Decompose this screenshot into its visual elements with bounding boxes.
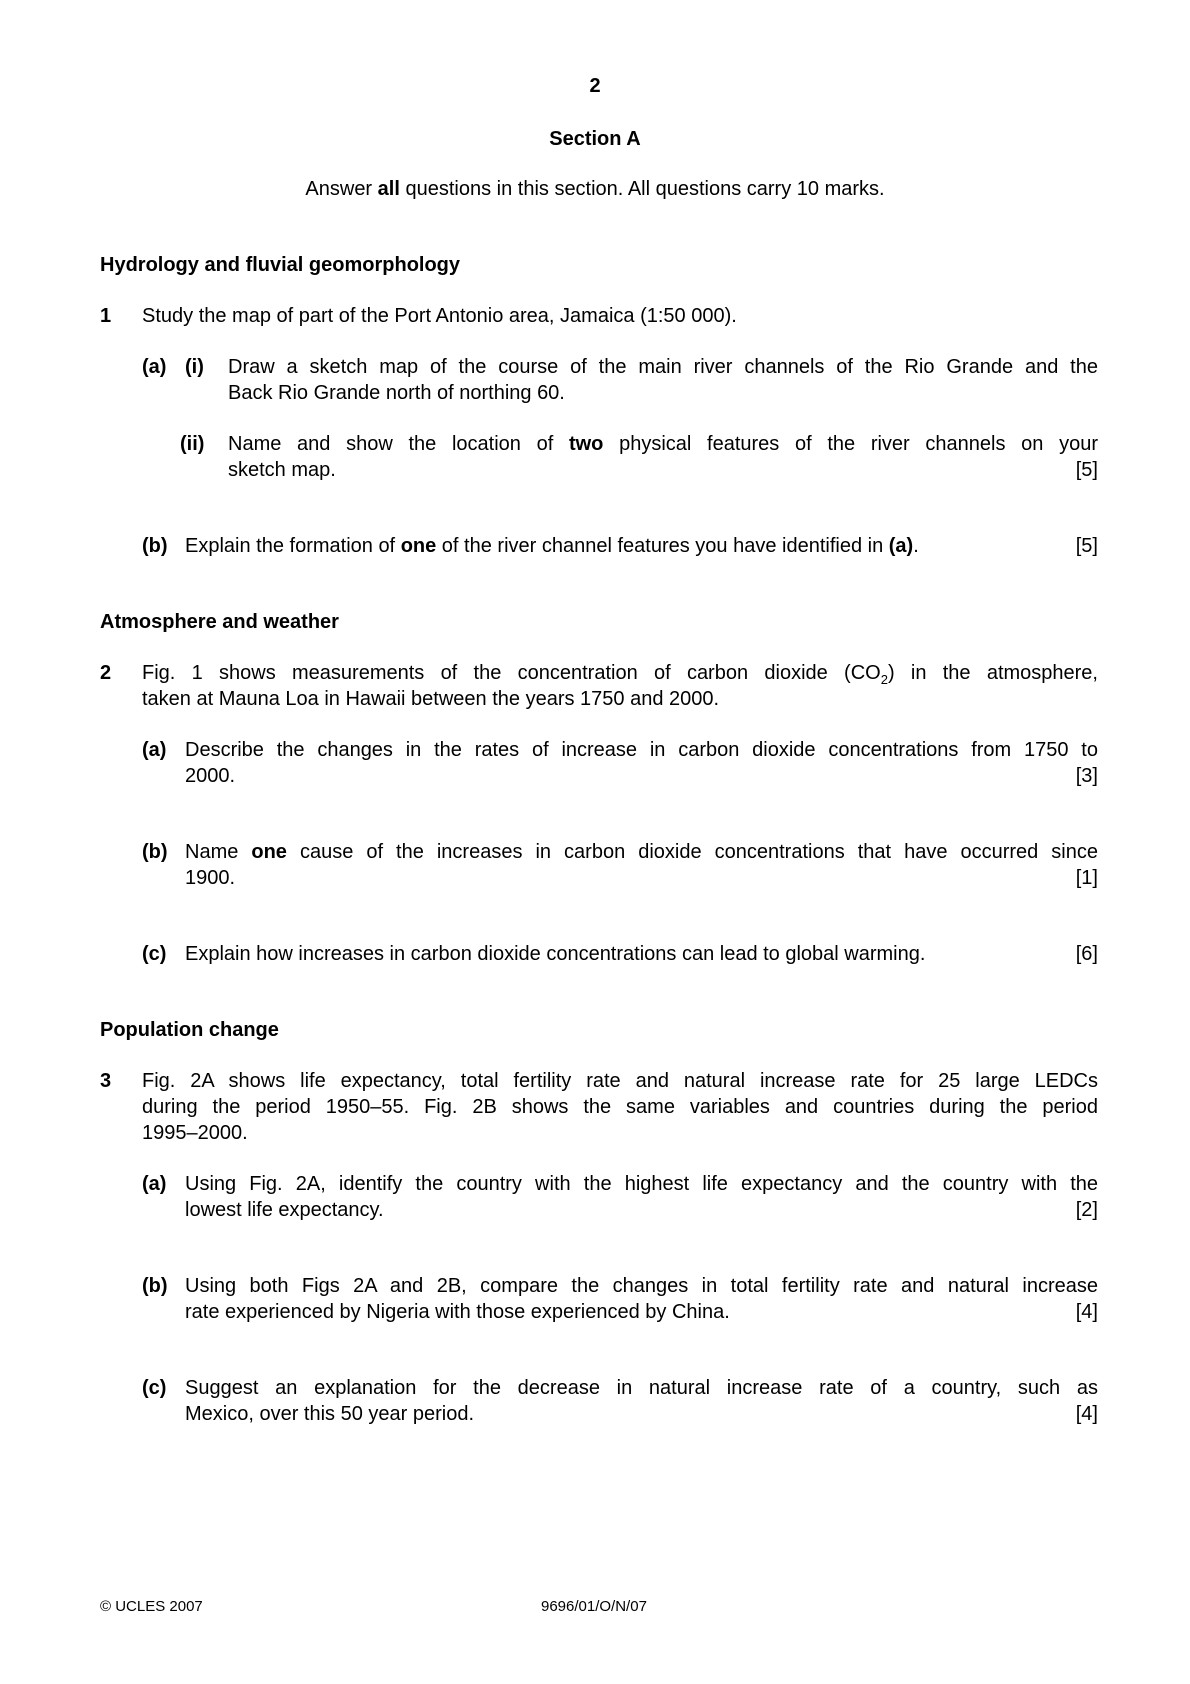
question-2a-line1: Describe the changes in the rates of increase in carbon dioxide concentrations from 1750 to — [185, 739, 1098, 761]
question-3c-mark: [4] — [1075, 1403, 1098, 1425]
question-2-stem-line2: taken at Mauna Loa in Hawaii between the years 1750 and 2000. — [142, 688, 720, 710]
question-2b-mark: [1] — [1075, 867, 1098, 889]
topic-heading-population: Population change — [100, 1019, 279, 1041]
question-1aii-line1 — [228, 431, 1098, 457]
question-2a-line2: 2000. — [185, 765, 236, 787]
question-2a-mark: [3] — [1075, 765, 1098, 787]
question-1aii-label: (ii) — [180, 433, 205, 455]
question-3a-line2: lowest life expectancy. — [185, 1199, 384, 1221]
question-2c-text: Explain how increases in carbon dioxide concentrations can lead to global warming. — [185, 943, 926, 965]
question-3-number: 3 — [100, 1070, 112, 1092]
question-3b-label: (b) — [142, 1275, 168, 1297]
question-1a-label: (a) — [142, 356, 167, 378]
question-1b-text — [185, 533, 919, 559]
question-3a-label: (a) — [142, 1173, 167, 1195]
question-1b-mid: of the river channel features you have identified in — [436, 535, 889, 557]
question-2c-mark: [6] — [1075, 943, 1098, 965]
question-2-stem-pre: Fig. 1 shows measurements of the concentration of carbon dioxide (CO — [142, 662, 881, 684]
question-3b-mark: [4] — [1075, 1301, 1098, 1323]
question-3b-line2: rate experienced by Nigeria with those experienced by China. — [185, 1301, 730, 1323]
instructions-bold: all — [377, 178, 400, 200]
question-1ai-line2: Back Rio Grande north of northing 60. — [228, 382, 565, 404]
question-3c-label: (c) — [142, 1377, 167, 1399]
question-1b-mark: [5] — [1075, 535, 1098, 557]
question-2-stem-line1 — [142, 660, 1098, 686]
question-2b-label: (b) — [142, 841, 168, 863]
question-3-stem-line2: during the period 1950–55. Fig. 2B shows the same variables and countries during the period — [142, 1096, 1098, 1118]
question-1b-pre: Explain the formation of — [185, 535, 401, 557]
question-3a-mark: [2] — [1075, 1199, 1098, 1221]
question-3a-line1: Using Fig. 2A, identify the country with the highest life expectancy and the country with the — [185, 1173, 1098, 1195]
question-3b-line1: Using both Figs 2A and 2B, compare the changes in total fertility rate and natural increase — [185, 1275, 1098, 1297]
question-1aii-pre: Name and show the location of — [228, 433, 569, 455]
question-2b-post: cause of the increases in carbon dioxide concentrations that have occurred since — [286, 841, 1098, 863]
footer-paper-code: 9696/01/O/N/07 — [541, 1598, 647, 1615]
instructions-pre: Answer — [305, 178, 378, 200]
question-2-stem-subscript: 2 — [880, 672, 888, 687]
question-3c-line1: Suggest an explanation for the decrease in natural increase rate of a country, such as — [185, 1377, 1098, 1399]
section-title: Section A — [549, 128, 641, 150]
question-1aii-bold: two — [568, 433, 604, 455]
question-1aii-post: physical features of the river channels on your — [603, 433, 1098, 455]
question-1b-label: (b) — [142, 535, 168, 557]
question-1b-bold2: (a) — [888, 535, 914, 557]
question-1ai-line1: Draw a sketch map of the course of the main river channels of the Rio Grande and the — [228, 356, 1098, 378]
question-2-number: 2 — [100, 662, 112, 684]
question-2b-pre: Name — [185, 841, 252, 863]
question-1b-post: . — [913, 535, 919, 557]
question-1-number: 1 — [100, 305, 112, 327]
question-1aii-mark: [5] — [1075, 459, 1098, 481]
topic-heading-hydrology: Hydrology and fluvial geomorphology — [100, 254, 461, 276]
question-3-stem-line1: Fig. 2A shows life expectancy, total fertility rate and natural increase rate for 25 large LEDCs — [142, 1070, 1098, 1092]
question-2-stem-post: ) in the atmosphere, — [887, 662, 1098, 684]
question-1aii-line2: sketch map. — [228, 459, 336, 481]
topic-heading-atmosphere: Atmosphere and weather — [100, 611, 339, 633]
page-number: 2 — [589, 75, 601, 97]
question-2c-label: (c) — [142, 943, 167, 965]
question-1ai-label: (i) — [185, 356, 204, 378]
question-2a-label: (a) — [142, 739, 167, 761]
question-3c-line2: Mexico, over this 50 year period. — [185, 1403, 475, 1425]
instructions-post: questions in this section. All questions carry 10 marks. — [399, 178, 885, 200]
question-2b-line2: 1900. — [185, 867, 236, 889]
question-3-stem-line3: 1995–2000. — [142, 1122, 248, 1144]
footer-copyright: © UCLES 2007 — [100, 1598, 203, 1615]
section-instructions — [0, 176, 1190, 202]
question-1-stem: Study the map of part of the Port Antonio area, Jamaica (1:50 000). — [142, 305, 737, 327]
question-2b-bold: one — [251, 841, 287, 863]
question-2b-line1 — [185, 839, 1098, 865]
question-1b-bold: one — [400, 535, 437, 557]
